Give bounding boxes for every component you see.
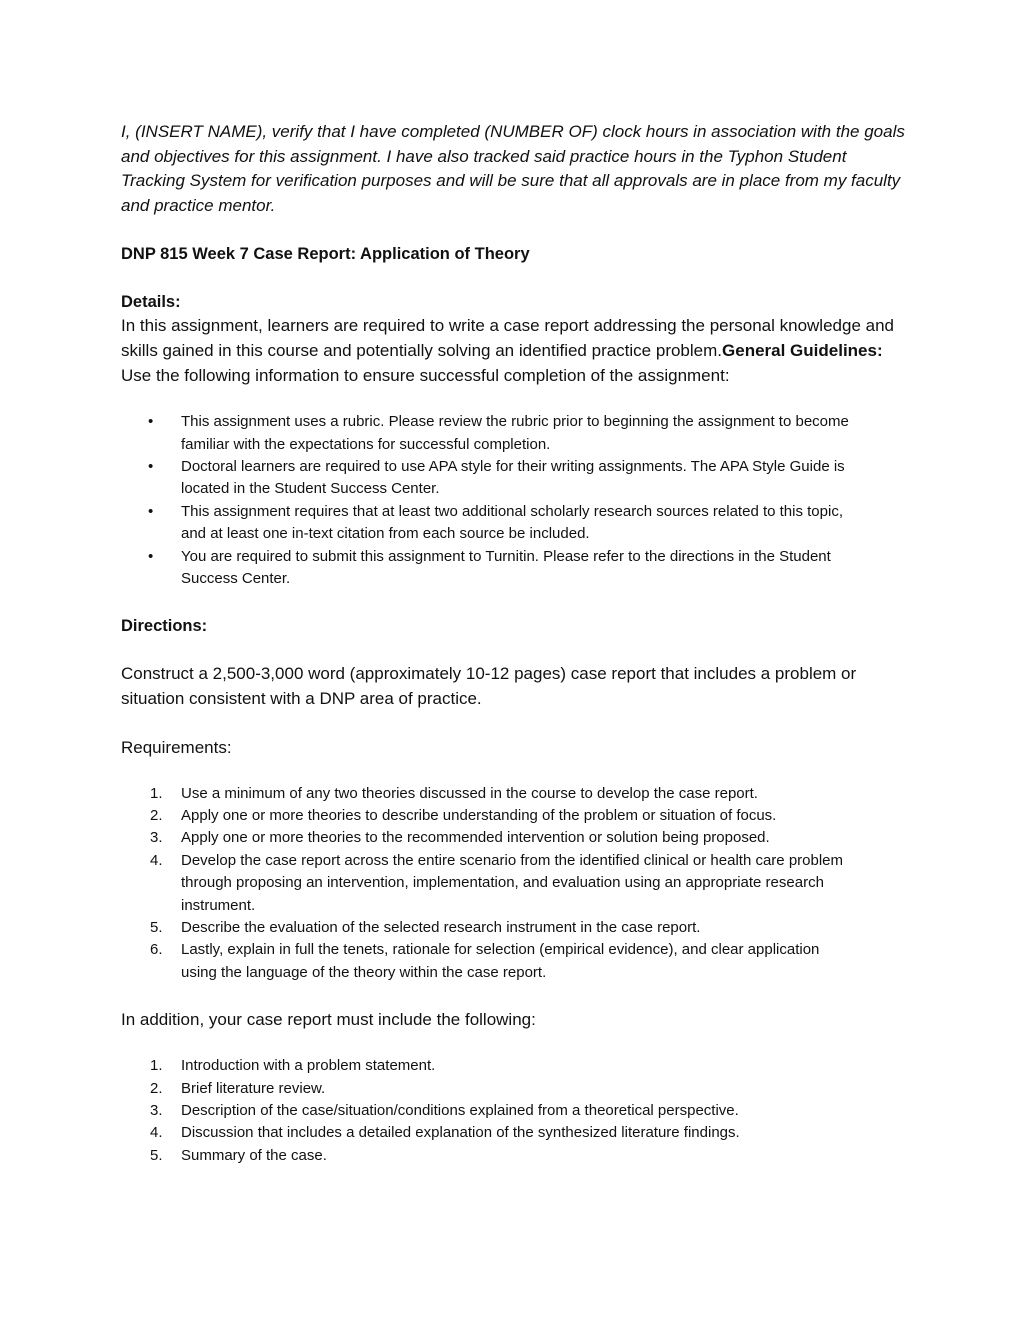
bullet-marker: • — [148, 457, 154, 475]
list-item — [121, 850, 851, 917]
details-paragraph — [121, 314, 911, 388]
details-text-after: Use the following information to ensure successful completion of the assignment: — [121, 365, 730, 385]
attestation-statement: I, (INSERT NAME), verify that I have completed (NUMBER OF) clock hours in association with the goals and objectives for this assignment. I have also tracked said practice hours in the Typhon Student Tracking System for verification purposes and will be sure that all approvals are in place from my faculty and practice mentor. — [121, 122, 905, 215]
list-item-text: Apply one or more theories to describe understanding of the problem or situation of focus. — [181, 807, 777, 824]
list-item-text: Apply one or more theories to the recommended intervention or solution being proposed. — [181, 829, 770, 847]
additional-list — [121, 1055, 851, 1167]
list-item-text: Introduction with a problem statement. — [181, 1057, 436, 1075]
number-marker: 1. — [150, 1057, 163, 1075]
number-marker: 3. — [150, 1102, 163, 1120]
list-item-text: Describe the evaluation of the selected research instrument in the case report. — [181, 919, 701, 937]
number-marker: 6. — [150, 941, 163, 959]
number-marker: 2. — [150, 807, 163, 824]
list-item-text: Discussion that includes a detailed explanation of the synthesized literature findings. — [181, 1124, 740, 1142]
list-item — [121, 501, 851, 546]
number-marker: 5. — [150, 1146, 163, 1164]
list-item — [121, 1078, 851, 1100]
details-text-before: In this assignment, learners are required to write a case report addressing the personal knowledge and skills gained in this course and potentially solving an identified practice problem. — [121, 316, 894, 360]
guidelines-list — [121, 411, 851, 590]
list-item — [121, 411, 851, 456]
list-item — [121, 805, 851, 827]
list-item — [121, 1122, 851, 1144]
list-item — [121, 1055, 851, 1077]
number-marker: 3. — [150, 829, 163, 847]
requirements-label: Requirements: — [121, 737, 232, 757]
number-marker: 4. — [150, 851, 163, 869]
list-item-text: Lastly, explain in full the tenets, rationale for selection (empirical evidence), and clear application using the language of the theory within the case report. — [181, 941, 820, 981]
number-marker: 1. — [150, 784, 163, 802]
list-item-text: Description of the case/situation/conditions explained from a theoretical perspective. — [181, 1102, 739, 1120]
list-item — [121, 917, 851, 939]
bullet-marker: • — [148, 413, 154, 431]
list-item-text: Doctoral learners are required to use APA style for their writing assignments. The APA Style Guide is located in the Student Success Center. — [181, 457, 845, 498]
list-item-text: Summary of the case. — [181, 1146, 327, 1164]
list-item — [121, 1145, 851, 1167]
details-label: Details: — [121, 293, 181, 312]
list-item-text: Brief literature review. — [181, 1079, 326, 1097]
list-item-text: This assignment uses a rubric. Please review the rubric prior to beginning the assignment to become familiar with the expectations for successful completion. — [181, 413, 849, 453]
additional-label: In addition, your case report must include the following: — [121, 1010, 536, 1030]
list-item-text: Use a minimum of any two theories discussed in the course to develop the case report. — [181, 784, 758, 802]
list-item-text: This assignment requires that at least two additional scholarly research sources related to this topic, and at least one in-text citation from each source be included. — [181, 502, 843, 543]
number-marker: 4. — [150, 1124, 163, 1142]
general-guidelines-label: General Guidelines: — [722, 340, 883, 360]
number-marker: 5. — [150, 919, 163, 937]
directions-text: Construct a 2,500-3,000 word (approximately 10-12 pages) case report that includes a problem or situation consistent with a DNP area of practice. — [121, 664, 857, 708]
bullet-marker: • — [148, 547, 154, 565]
list-item — [121, 1100, 851, 1122]
requirements-list — [121, 783, 851, 985]
bullet-marker: • — [148, 502, 154, 520]
assignment-title: DNP 815 Week 7 Case Report: Application of Theory — [121, 245, 530, 264]
list-item — [121, 546, 851, 591]
list-item-text: Develop the case report across the entire scenario from the identified clinical or health care problem through proposing an intervention, implementation, and evaluation using an appropriate research instrument. — [181, 851, 844, 914]
list-item — [121, 939, 851, 984]
directions-label: Directions: — [121, 617, 208, 636]
list-item — [121, 827, 851, 849]
list-item — [121, 783, 851, 805]
list-item-text: You are required to submit this assignment to Turnitin. Please refer to the directions in the Student Success Center. — [181, 547, 831, 587]
number-marker: 2. — [150, 1079, 163, 1097]
list-item — [121, 456, 851, 501]
